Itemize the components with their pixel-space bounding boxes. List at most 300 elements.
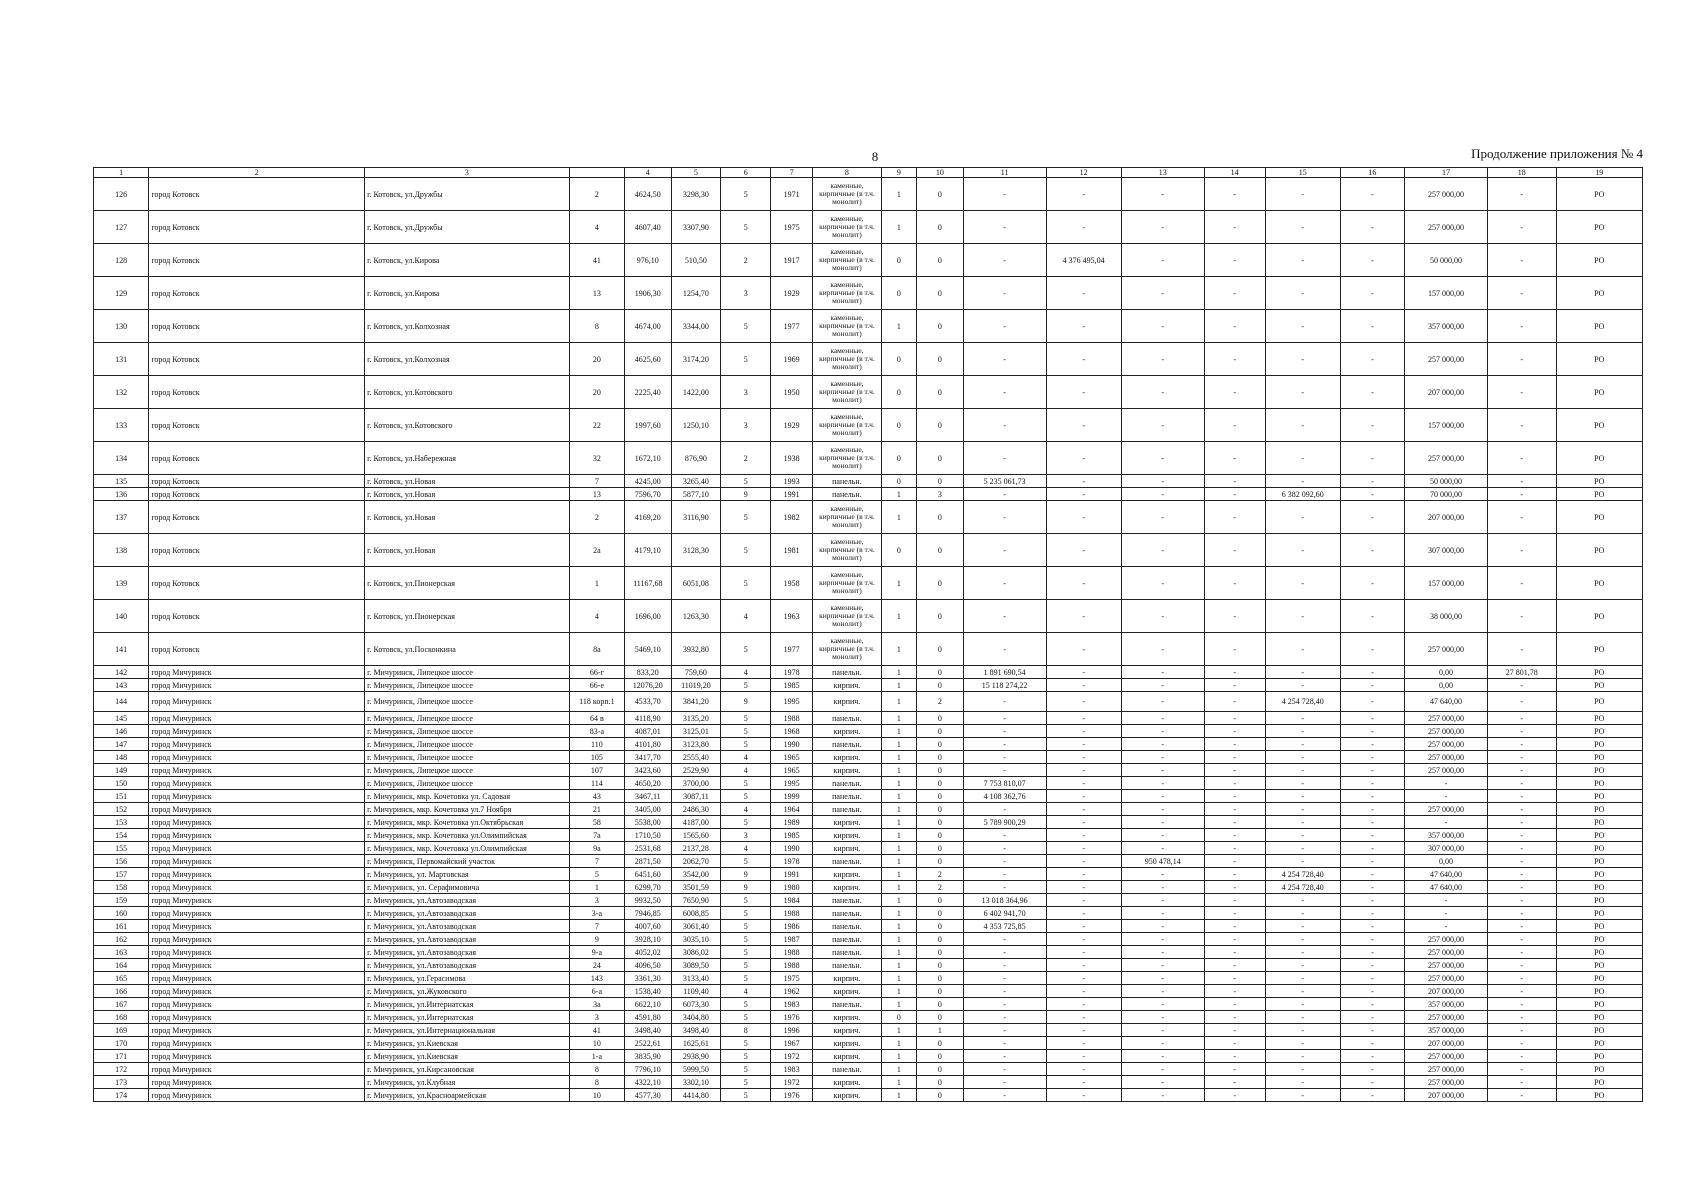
table-row [94,1063,1643,1076]
table-cell: - [1046,790,1121,803]
table-cell: 1 [881,211,916,244]
table-cell: г. Мичуринск, ул.Автозаводская [365,907,570,920]
table-cell: 5 [721,310,771,343]
table-cell: - [1265,277,1340,310]
table-cell: 0 [917,1063,963,1076]
table-cell: РО [1556,738,1642,751]
table-cell: - [963,244,1046,277]
table-cell: - [1340,959,1404,972]
table-cell: - [1340,855,1404,868]
table-cell: 0 [917,920,963,933]
table-cell: город Мичуринск [149,816,365,829]
table-cell: РО [1556,1076,1642,1089]
table-cell: - [1046,946,1121,959]
table-cell: - [1340,376,1404,409]
table-cell: - [963,633,1046,666]
table-cell: 7946,85 [625,907,671,920]
table-cell: - [1046,567,1121,600]
table-cell: 4179,10 [625,534,671,567]
table-cell: город Мичуринск [149,1076,365,1089]
table-cell: 257 000,00 [1405,633,1488,666]
table-cell: 207 000,00 [1405,1037,1488,1050]
table-cell: - [1265,376,1340,409]
table-cell: 6 402 941,70 [963,907,1046,920]
table-cell: 171 [94,1050,149,1063]
table-cell: РО [1556,881,1642,894]
table-cell: 4 254 728,40 [1265,881,1340,894]
table-cell: город Мичуринск [149,972,365,985]
table-cell: панельн. [813,803,882,816]
table-cell: 127 [94,211,149,244]
table-cell: 759,60 [671,666,721,679]
table-row [94,959,1643,972]
table-cell: 0 [881,1011,916,1024]
table-cell: 0 [917,764,963,777]
table-cell: 0 [917,376,963,409]
table-cell: 5 [721,178,771,211]
table-cell: каменные, кирпичные (в т.ч. монолит) [813,534,882,567]
table-cell: 3089,50 [671,959,721,972]
table-cell: 1 [881,920,916,933]
table-cell: 0 [881,244,916,277]
table-cell: 4087,01 [625,725,671,738]
column-number-cell: 9 [881,168,916,178]
table-cell: 1 [881,1076,916,1089]
table-cell: 1696,00 [625,600,671,633]
table-cell: - [1487,985,1556,998]
table-cell: 3467,11 [625,790,671,803]
table-cell: 24 [569,959,624,972]
table-cell: 64 в [569,712,624,725]
table-cell: - [1046,998,1121,1011]
table-cell: - [1046,933,1121,946]
table-cell: - [963,442,1046,475]
table-cell: - [1046,277,1121,310]
table-cell: 0 [917,409,963,442]
table-cell: 38 000,00 [1405,600,1488,633]
table-cell: г. Мичуринск, Липецкое шоссе [365,692,570,712]
column-number-cell: 7 [771,168,813,178]
table-cell: РО [1556,829,1642,842]
table-cell: панельн. [813,959,882,972]
table-cell: 7 [569,920,624,933]
table-row [94,534,1643,567]
table-cell: - [963,738,1046,751]
table-row [94,692,1643,712]
table-cell: - [1265,501,1340,534]
table-cell: - [963,985,1046,998]
table-cell: город Котовск [149,244,365,277]
table-cell: 4096,50 [625,959,671,972]
table-cell: 1 [881,816,916,829]
table-cell: кирпич. [813,725,882,738]
table-cell: - [1121,501,1204,534]
table-row [94,1076,1643,1089]
table-cell: город Котовск [149,633,365,666]
table-cell: - [1487,1076,1556,1089]
table-cell: - [1340,803,1404,816]
table-cell: 0 [917,343,963,376]
table-cell: - [1487,933,1556,946]
table-cell: город Мичуринск [149,868,365,881]
table-cell: - [1204,211,1265,244]
table-cell: - [1487,475,1556,488]
table-cell: кирпич. [813,829,882,842]
table-cell: 0 [917,985,963,998]
table-cell: 5 [721,211,771,244]
table-cell: 1 [881,764,916,777]
table-cell: 1984 [771,894,813,907]
table-cell: 257 000,00 [1405,803,1488,816]
table-cell: - [1204,790,1265,803]
table-cell: РО [1556,534,1642,567]
table-cell: - [1121,790,1204,803]
table-cell: 5 [721,959,771,972]
table-cell: 3423,60 [625,764,671,777]
table-cell: 1 [881,829,916,842]
table-cell: 138 [94,534,149,567]
table-cell: г. Котовск, ул.Кирова [365,277,570,310]
column-number-cell: 10 [917,168,963,178]
table-cell: 1 [881,692,916,712]
table-cell: 3928,10 [625,933,671,946]
table-cell: 174 [94,1089,149,1102]
table-cell: - [963,842,1046,855]
table-cell: - [1340,679,1404,692]
table-cell: кирпич. [813,764,882,777]
table-cell: 8 [569,310,624,343]
table-cell: город Котовск [149,376,365,409]
table-cell: 3135,20 [671,712,721,725]
table-cell: кирпич. [813,868,882,881]
table-cell: - [1046,534,1121,567]
table-cell: 0 [917,907,963,920]
table-cell: - [1121,244,1204,277]
table-cell: - [1340,244,1404,277]
table-cell: - [1046,501,1121,534]
table-cell: - [1046,1037,1121,1050]
table-cell: - [1265,442,1340,475]
table-cell: 1 [881,946,916,959]
table-cell: 257 000,00 [1405,1011,1488,1024]
table-cell: 12076,20 [625,679,671,692]
table-cell: г. Мичуринск, мкр. Кочетовка ул.7 Ноября [365,803,570,816]
table-cell: 3174,20 [671,343,721,376]
table-cell: город Мичуринск [149,725,365,738]
table-cell: - [1121,985,1204,998]
table-cell: - [1265,567,1340,600]
table-cell: каменные, кирпичные (в т.ч. монолит) [813,633,882,666]
table-cell: 2522,61 [625,1037,671,1050]
table-cell: - [1265,920,1340,933]
table-cell: 257 000,00 [1405,764,1488,777]
table-cell: РО [1556,946,1642,959]
table-cell: кирпич. [813,1037,882,1050]
table-cell: - [963,998,1046,1011]
table-cell: - [1046,920,1121,933]
table-cell: - [1046,907,1121,920]
table-cell: - [1340,488,1404,501]
table-cell: - [1340,946,1404,959]
table-cell: 4577,30 [625,1089,671,1102]
table-cell: город Котовск [149,211,365,244]
table-cell: - [963,959,1046,972]
table-cell: 13 [569,277,624,310]
table-cell: РО [1556,894,1642,907]
table-cell: 4187,00 [671,816,721,829]
table-cell: РО [1556,933,1642,946]
table-cell: - [1487,409,1556,442]
table-cell: - [963,409,1046,442]
table-cell: 3 [569,894,624,907]
table-cell: город Мичуринск [149,1063,365,1076]
table-cell: РО [1556,803,1642,816]
table-cell: - [1487,907,1556,920]
table-cell: 4007,60 [625,920,671,933]
table-cell: 4674,00 [625,310,671,343]
table-row [94,211,1643,244]
table-cell: 1976 [771,1089,813,1102]
table-cell: 5469,10 [625,633,671,666]
table-cell: - [1121,600,1204,633]
table-cell: 147 [94,738,149,751]
table-cell: 1978 [771,855,813,868]
table-cell: 257 000,00 [1405,972,1488,985]
table-cell: - [1204,855,1265,868]
table-row [94,985,1643,998]
table-cell: 5 [721,816,771,829]
table-row [94,178,1643,211]
table-cell: - [1121,1076,1204,1089]
table-cell: 172 [94,1063,149,1076]
table-cell: 132 [94,376,149,409]
table-cell: 2137,28 [671,842,721,855]
table-cell: - [1204,692,1265,712]
table-cell: 4 [721,803,771,816]
table-cell: - [1340,764,1404,777]
table-cell: 0 [917,803,963,816]
table-cell: 21 [569,803,624,816]
table-cell: 4 [721,842,771,855]
table-cell: 1965 [771,764,813,777]
table-cell: 0,00 [1405,855,1488,868]
table-cell: - [963,855,1046,868]
table-cell: - [1265,998,1340,1011]
table-cell: 5 [721,475,771,488]
table-cell: РО [1556,751,1642,764]
column-number-cell: 19 [1556,168,1642,178]
table-cell: - [1204,712,1265,725]
table-cell: г. Мичуринск, Первомайский участок [365,855,570,868]
table-cell: 157 [94,868,149,881]
table-cell: г. Мичуринск, ул.Красноармейская [365,1089,570,1102]
table-cell: 0 [917,738,963,751]
table-cell: город Мичуринск [149,933,365,946]
table-cell: - [963,751,1046,764]
table-cell: 156 [94,855,149,868]
table-cell: 6299,70 [625,881,671,894]
table-cell: панельн. [813,475,882,488]
table-cell: РО [1556,692,1642,712]
table-cell: - [1340,894,1404,907]
table-cell: 0 [881,277,916,310]
table-cell: - [1204,933,1265,946]
table-cell: - [1265,816,1340,829]
table-cell: город Котовск [149,567,365,600]
table-body [94,178,1643,1102]
table-cell: 1 [881,1063,916,1076]
table-cell: - [1121,894,1204,907]
table-cell: 5 [721,679,771,692]
table-cell: - [1204,1089,1265,1102]
table-cell: - [1487,855,1556,868]
table-cell: 167 [94,998,149,1011]
table-row [94,244,1643,277]
table-cell: 152 [94,803,149,816]
table-cell: - [1204,1037,1265,1050]
table-cell: 257 000,00 [1405,1076,1488,1089]
table-cell: 1 [881,1024,916,1037]
table-cell: 83-а [569,725,624,738]
table-cell: 1975 [771,972,813,985]
table-cell: 1995 [771,777,813,790]
table-cell: г. Котовск, ул.Пионерская [365,567,570,600]
table-cell: 131 [94,343,149,376]
table-cell: 0 [881,534,916,567]
table-cell: - [963,488,1046,501]
table-cell: 1250,10 [671,409,721,442]
table-cell: 169 [94,1024,149,1037]
table-cell: - [1487,790,1556,803]
table-cell: 3116,90 [671,501,721,534]
table-cell: - [1487,816,1556,829]
table-cell: 5 [721,894,771,907]
table-cell: - [1487,692,1556,712]
table-cell: 5 [721,1050,771,1063]
table-row [94,442,1643,475]
table-cell: - [1046,972,1121,985]
table-cell: - [1121,633,1204,666]
table-cell: 9 [721,868,771,881]
table-cell: город Мичуринск [149,985,365,998]
table-row [94,1089,1643,1102]
table-cell: г. Мичуринск, ул.Кирсановская [365,1063,570,1076]
table-cell: - [1487,633,1556,666]
table-row [94,920,1643,933]
table-cell: 4624,50 [625,178,671,211]
table-cell: 0 [917,946,963,959]
table-cell: - [1265,855,1340,868]
table-cell: город Мичуринск [149,679,365,692]
table-cell: 1929 [771,409,813,442]
table-cell: - [1340,600,1404,633]
table-cell: - [1487,488,1556,501]
table-cell: - [1204,894,1265,907]
table-cell: - [1204,907,1265,920]
table-cell: - [1046,868,1121,881]
column-number-cell: 3 [365,168,570,178]
table-cell: 1938 [771,442,813,475]
table-cell: - [1487,829,1556,842]
table-cell: РО [1556,475,1642,488]
table-cell: 1 [881,894,916,907]
table-cell: 4 [721,751,771,764]
table-cell: - [1046,1089,1121,1102]
table-row [94,1050,1643,1063]
table-cell: панельн. [813,790,882,803]
table-cell: - [1265,738,1340,751]
table-cell: 1 [881,855,916,868]
table-cell: 3-а [569,907,624,920]
table-cell: город Мичуринск [149,666,365,679]
table-cell: - [1265,803,1340,816]
table-cell: 1988 [771,907,813,920]
table-cell: - [1046,600,1121,633]
table-cell: РО [1556,816,1642,829]
table-cell: 1 [569,881,624,894]
table-cell: РО [1556,777,1642,790]
table-cell: 0 [917,178,963,211]
table-cell: - [1204,666,1265,679]
table-cell: - [963,277,1046,310]
table-cell: 7 753 810,07 [963,777,1046,790]
table-cell: 0 [917,310,963,343]
table-cell: - [1265,1076,1340,1089]
table-cell: 6 382 092,60 [1265,488,1340,501]
table-cell: РО [1556,712,1642,725]
table-cell: - [1121,211,1204,244]
table-cell: - [1204,803,1265,816]
table-cell: - [1121,881,1204,894]
table-row [94,816,1643,829]
table-cell: 4607,40 [625,211,671,244]
page-number: 8 [871,149,879,164]
table-cell: 5 [721,933,771,946]
table-cell: - [1340,998,1404,1011]
table-cell: - [963,868,1046,881]
table-cell: - [1046,777,1121,790]
table-cell: 4414,80 [671,1089,721,1102]
table-cell: - [1265,777,1340,790]
table-cell: 1991 [771,488,813,501]
table-cell: город Мичуринск [149,920,365,933]
table-cell: кирпич. [813,881,882,894]
table-cell: 257 000,00 [1405,178,1488,211]
table-cell: - [1204,343,1265,376]
table-cell: панельн. [813,777,882,790]
table-cell: 357 000,00 [1405,998,1488,1011]
table-cell: 2225,40 [625,376,671,409]
table-cell: 257 000,00 [1405,712,1488,725]
table-cell: 144 [94,692,149,712]
table-cell: РО [1556,1050,1642,1063]
table-cell: г. Мичуринск, Липецкое шоссе [365,777,570,790]
column-number-cell: 13 [1121,168,1204,178]
table-cell: - [963,972,1046,985]
table-cell: - [1204,881,1265,894]
table-cell: 357 000,00 [1405,829,1488,842]
table-cell: 1 [881,998,916,1011]
table-cell: - [963,534,1046,567]
table-cell: 47 640,00 [1405,881,1488,894]
table-cell: 2а [569,534,624,567]
table-cell: 5 [721,1063,771,1076]
table-cell: 207 000,00 [1405,501,1488,534]
table-cell: РО [1556,972,1642,985]
table-cell: - [1265,310,1340,343]
table-cell: 9а [569,842,624,855]
table-cell: 6622,10 [625,998,671,1011]
